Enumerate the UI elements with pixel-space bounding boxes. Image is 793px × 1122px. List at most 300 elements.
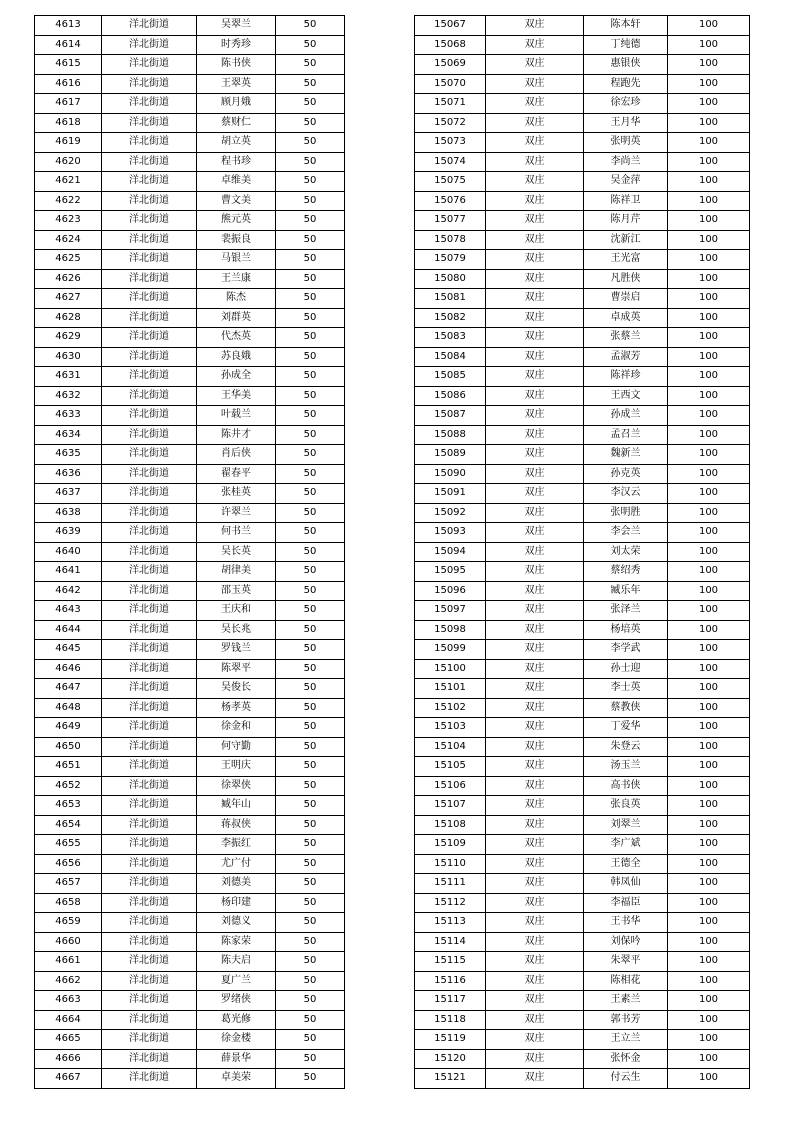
name-cell: 徐宏珍: [584, 94, 668, 114]
amount-cell: 100: [668, 757, 750, 777]
area-cell: 洋北街道: [102, 776, 197, 796]
area-cell: 双庄: [486, 1010, 584, 1030]
area-cell: 洋北街道: [102, 991, 197, 1011]
table-row: [35, 464, 345, 484]
table-row: [35, 133, 345, 153]
table-row: [415, 484, 750, 504]
area-cell: 双庄: [486, 581, 584, 601]
name-cell: 刘德义: [197, 913, 276, 933]
row-number-cell: 15089: [415, 445, 486, 465]
area-cell: 洋北街道: [102, 328, 197, 348]
area-cell: 双庄: [486, 757, 584, 777]
table-row: [35, 737, 345, 757]
table-row: [415, 659, 750, 679]
table-row: [35, 386, 345, 406]
area-cell: 洋北街道: [102, 718, 197, 738]
area-cell: 洋北街道: [102, 230, 197, 250]
row-number-cell: 15099: [415, 640, 486, 660]
name-cell: 李福臣: [584, 893, 668, 913]
amount-cell: 50: [276, 991, 345, 1011]
amount-cell: 50: [276, 932, 345, 952]
table-row: [415, 74, 750, 94]
table-row: [415, 289, 750, 309]
row-number-cell: 4651: [35, 757, 102, 777]
area-cell: 双庄: [486, 367, 584, 387]
table-row: [415, 776, 750, 796]
table-row: [35, 172, 345, 192]
area-cell: 双庄: [486, 971, 584, 991]
name-cell: 李会兰: [584, 523, 668, 543]
table-row: [35, 191, 345, 211]
table-row: [415, 406, 750, 426]
table-row: [35, 659, 345, 679]
amount-cell: 50: [276, 172, 345, 192]
table-row: [35, 406, 345, 426]
table-row: [35, 484, 345, 504]
name-cell: 吴俊长: [197, 679, 276, 699]
amount-cell: 50: [276, 191, 345, 211]
area-cell: 洋北街道: [102, 893, 197, 913]
table-row: [35, 523, 345, 543]
row-number-cell: 15079: [415, 250, 486, 270]
name-cell: 胡立英: [197, 133, 276, 153]
name-cell: 翟春平: [197, 464, 276, 484]
row-number-cell: 4657: [35, 874, 102, 894]
area-cell: 双庄: [486, 152, 584, 172]
area-cell: 洋北街道: [102, 308, 197, 328]
name-cell: 刘保吟: [584, 932, 668, 952]
amount-cell: 100: [668, 406, 750, 426]
area-cell: 洋北街道: [102, 835, 197, 855]
row-number-cell: 4640: [35, 542, 102, 562]
row-number-cell: 15111: [415, 874, 486, 894]
row-number-cell: 4662: [35, 971, 102, 991]
name-cell: 张良英: [584, 796, 668, 816]
name-cell: 凡胜侠: [584, 269, 668, 289]
table-row: [35, 1049, 345, 1069]
name-cell: 熊元英: [197, 211, 276, 231]
amount-cell: 50: [276, 133, 345, 153]
name-cell: 张桂英: [197, 484, 276, 504]
row-number-cell: 15082: [415, 308, 486, 328]
table-row: [35, 328, 345, 348]
row-number-cell: 4663: [35, 991, 102, 1011]
amount-cell: 50: [276, 737, 345, 757]
row-number-cell: 4622: [35, 191, 102, 211]
name-cell: 徐金楼: [197, 1030, 276, 1050]
name-cell: 汤玉兰: [584, 757, 668, 777]
area-cell: 双庄: [486, 35, 584, 55]
name-cell: 丁爱华: [584, 718, 668, 738]
amount-cell: 100: [668, 620, 750, 640]
row-number-cell: 15074: [415, 152, 486, 172]
amount-cell: 100: [668, 679, 750, 699]
area-cell: 洋北街道: [102, 737, 197, 757]
table-row: [35, 152, 345, 172]
name-cell: 王书华: [584, 913, 668, 933]
amount-cell: 50: [276, 445, 345, 465]
row-number-cell: 4627: [35, 289, 102, 309]
amount-cell: 100: [668, 211, 750, 231]
name-cell: 叶载兰: [197, 406, 276, 426]
row-number-cell: 4656: [35, 854, 102, 874]
amount-cell: 50: [276, 698, 345, 718]
row-number-cell: 15083: [415, 328, 486, 348]
amount-cell: 100: [668, 133, 750, 153]
area-cell: 双庄: [486, 328, 584, 348]
table-row: [415, 952, 750, 972]
name-cell: 丁纯德: [584, 35, 668, 55]
name-cell: 杨培英: [584, 620, 668, 640]
area-cell: 双庄: [486, 269, 584, 289]
table-row: [35, 893, 345, 913]
area-cell: 双庄: [486, 698, 584, 718]
table-row: [35, 913, 345, 933]
amount-cell: 100: [668, 484, 750, 504]
name-cell: 陈翠平: [197, 659, 276, 679]
row-number-cell: 15106: [415, 776, 486, 796]
row-number-cell: 4648: [35, 698, 102, 718]
amount-cell: 100: [668, 698, 750, 718]
table-row: [415, 620, 750, 640]
name-cell: 裴振良: [197, 230, 276, 250]
table-row: [35, 757, 345, 777]
area-cell: 洋北街道: [102, 1010, 197, 1030]
table-row: [415, 991, 750, 1011]
area-cell: 双庄: [486, 347, 584, 367]
table-row: [35, 503, 345, 523]
table-row: [35, 425, 345, 445]
table-row: [35, 874, 345, 894]
row-number-cell: 15084: [415, 347, 486, 367]
table-row: [35, 679, 345, 699]
name-cell: 王月华: [584, 113, 668, 133]
amount-cell: 100: [668, 35, 750, 55]
name-cell: 何书兰: [197, 523, 276, 543]
area-cell: 双庄: [486, 484, 584, 504]
name-cell: 葛光修: [197, 1010, 276, 1030]
row-number-cell: 4625: [35, 250, 102, 270]
area-cell: 双庄: [486, 1030, 584, 1050]
area-cell: 双庄: [486, 1069, 584, 1089]
amount-cell: 100: [668, 913, 750, 933]
name-cell: 李汉云: [584, 484, 668, 504]
row-number-cell: 4645: [35, 640, 102, 660]
row-number-cell: 15102: [415, 698, 486, 718]
table-row: [415, 328, 750, 348]
row-number-cell: 15113: [415, 913, 486, 933]
row-number-cell: 4615: [35, 55, 102, 75]
amount-cell: 100: [668, 1030, 750, 1050]
name-cell: 卓维美: [197, 172, 276, 192]
name-cell: 王西文: [584, 386, 668, 406]
name-cell: 臧乐年: [584, 581, 668, 601]
name-cell: 刘群英: [197, 308, 276, 328]
row-number-cell: 15090: [415, 464, 486, 484]
table-row: [35, 620, 345, 640]
table-row: [35, 698, 345, 718]
row-number-cell: 15107: [415, 796, 486, 816]
amount-cell: 100: [668, 952, 750, 972]
row-number-cell: 4652: [35, 776, 102, 796]
table-row: [35, 971, 345, 991]
row-number-cell: 4613: [35, 16, 102, 36]
row-number-cell: 15077: [415, 211, 486, 231]
name-cell: 孙成兰: [584, 406, 668, 426]
area-cell: 洋北街道: [102, 1030, 197, 1050]
name-cell: 臧年山: [197, 796, 276, 816]
row-number-cell: 4616: [35, 74, 102, 94]
row-number-cell: 15072: [415, 113, 486, 133]
area-cell: 双庄: [486, 913, 584, 933]
row-number-cell: 15075: [415, 172, 486, 192]
row-number-cell: 4658: [35, 893, 102, 913]
name-cell: 卓成英: [584, 308, 668, 328]
amount-cell: 50: [276, 230, 345, 250]
table-row: [415, 542, 750, 562]
row-number-cell: 4614: [35, 35, 102, 55]
row-number-cell: 4641: [35, 562, 102, 582]
row-number-cell: 4666: [35, 1049, 102, 1069]
table-row: [35, 1010, 345, 1030]
area-cell: 洋北街道: [102, 250, 197, 270]
name-cell: 张蔡兰: [584, 328, 668, 348]
amount-cell: 50: [276, 893, 345, 913]
amount-cell: 50: [276, 484, 345, 504]
table-row: [415, 796, 750, 816]
area-cell: 洋北街道: [102, 113, 197, 133]
amount-cell: 50: [276, 562, 345, 582]
table-row: [35, 94, 345, 114]
amount-cell: 100: [668, 776, 750, 796]
amount-cell: 100: [668, 308, 750, 328]
row-number-cell: 4617: [35, 94, 102, 114]
amount-cell: 50: [276, 74, 345, 94]
table-row: [415, 152, 750, 172]
row-number-cell: 4653: [35, 796, 102, 816]
name-cell: 杨印建: [197, 893, 276, 913]
name-cell: 张明胜: [584, 503, 668, 523]
amount-cell: 50: [276, 16, 345, 36]
row-number-cell: 15078: [415, 230, 486, 250]
area-cell: 洋北街道: [102, 874, 197, 894]
amount-cell: 100: [668, 815, 750, 835]
row-number-cell: 4649: [35, 718, 102, 738]
row-number-cell: 15098: [415, 620, 486, 640]
table-row: [35, 991, 345, 1011]
name-cell: 陈夫启: [197, 952, 276, 972]
table-row: [415, 581, 750, 601]
area-cell: 双庄: [486, 308, 584, 328]
name-cell: 卓美荣: [197, 1069, 276, 1089]
amount-cell: 50: [276, 776, 345, 796]
row-number-cell: 15100: [415, 659, 486, 679]
area-cell: 洋北街道: [102, 269, 197, 289]
table-row: [415, 718, 750, 738]
name-cell: 王庆和: [197, 601, 276, 621]
name-cell: 李振红: [197, 835, 276, 855]
amount-cell: 50: [276, 913, 345, 933]
name-cell: 陈相花: [584, 971, 668, 991]
amount-cell: 100: [668, 16, 750, 36]
area-cell: 洋北街道: [102, 152, 197, 172]
amount-cell: 100: [668, 289, 750, 309]
amount-cell: 100: [668, 464, 750, 484]
table-row: [415, 269, 750, 289]
amount-cell: 50: [276, 815, 345, 835]
name-cell: 许翠兰: [197, 503, 276, 523]
left-table: [34, 15, 345, 1089]
area-cell: 洋北街道: [102, 659, 197, 679]
area-cell: 洋北街道: [102, 523, 197, 543]
name-cell: 陈月芹: [584, 211, 668, 231]
amount-cell: 50: [276, 1010, 345, 1030]
area-cell: 双庄: [486, 172, 584, 192]
name-cell: 孟淑芳: [584, 347, 668, 367]
area-cell: 洋北街道: [102, 952, 197, 972]
amount-cell: 100: [668, 562, 750, 582]
area-cell: 洋北街道: [102, 16, 197, 36]
row-number-cell: 15092: [415, 503, 486, 523]
row-number-cell: 15109: [415, 835, 486, 855]
row-number-cell: 15097: [415, 601, 486, 621]
name-cell: 吴长兆: [197, 620, 276, 640]
amount-cell: 50: [276, 406, 345, 426]
area-cell: 双庄: [486, 55, 584, 75]
area-cell: 洋北街道: [102, 464, 197, 484]
area-cell: 洋北街道: [102, 386, 197, 406]
row-number-cell: 15121: [415, 1069, 486, 1089]
amount-cell: 100: [668, 601, 750, 621]
amount-cell: 100: [668, 230, 750, 250]
name-cell: 何守勤: [197, 737, 276, 757]
area-cell: 洋北街道: [102, 562, 197, 582]
name-cell: 陈井才: [197, 425, 276, 445]
name-cell: 吴翠兰: [197, 16, 276, 36]
name-cell: 胡律美: [197, 562, 276, 582]
amount-cell: 100: [668, 542, 750, 562]
area-cell: 洋北街道: [102, 679, 197, 699]
area-cell: 双庄: [486, 16, 584, 36]
area-cell: 双庄: [486, 1049, 584, 1069]
table-row: [415, 1030, 750, 1050]
right-table-body: [415, 16, 750, 1089]
table-row: [415, 113, 750, 133]
table-row: [35, 1069, 345, 1089]
area-cell: 双庄: [486, 776, 584, 796]
area-cell: 双庄: [486, 991, 584, 1011]
table-row: [415, 308, 750, 328]
table-row: [415, 1069, 750, 1089]
name-cell: 李广斌: [584, 835, 668, 855]
row-number-cell: 4661: [35, 952, 102, 972]
area-cell: 双庄: [486, 211, 584, 231]
row-number-cell: 4655: [35, 835, 102, 855]
amount-cell: 50: [276, 308, 345, 328]
amount-cell: 50: [276, 289, 345, 309]
area-cell: 洋北街道: [102, 601, 197, 621]
area-cell: 双庄: [486, 250, 584, 270]
table-row: [35, 55, 345, 75]
row-number-cell: 4630: [35, 347, 102, 367]
area-cell: 洋北街道: [102, 640, 197, 660]
table-row: [35, 113, 345, 133]
row-number-cell: 15076: [415, 191, 486, 211]
name-cell: 徐翠侠: [197, 776, 276, 796]
amount-cell: 100: [668, 581, 750, 601]
area-cell: 洋北街道: [102, 581, 197, 601]
area-cell: 双庄: [486, 854, 584, 874]
area-cell: 双庄: [486, 562, 584, 582]
table-row: [415, 1010, 750, 1030]
table-row: [35, 308, 345, 328]
area-cell: 洋北街道: [102, 484, 197, 504]
row-number-cell: 15093: [415, 523, 486, 543]
amount-cell: 50: [276, 581, 345, 601]
table-row: [35, 211, 345, 231]
amount-cell: 50: [276, 542, 345, 562]
row-number-cell: 4637: [35, 484, 102, 504]
name-cell: 代杰英: [197, 328, 276, 348]
row-number-cell: 15103: [415, 718, 486, 738]
table-row: [415, 172, 750, 192]
name-cell: 陈祥珍: [584, 367, 668, 387]
table-row: [415, 737, 750, 757]
amount-cell: 100: [668, 250, 750, 270]
name-cell: 蔡绍秀: [584, 562, 668, 582]
amount-cell: 100: [668, 152, 750, 172]
area-cell: 双庄: [486, 659, 584, 679]
amount-cell: 50: [276, 94, 345, 114]
table-row: [35, 932, 345, 952]
area-cell: 双庄: [486, 718, 584, 738]
table-row: [415, 35, 750, 55]
area-cell: 洋北街道: [102, 74, 197, 94]
row-number-cell: 15110: [415, 854, 486, 874]
name-cell: 李士英: [584, 679, 668, 699]
row-number-cell: 15116: [415, 971, 486, 991]
area-cell: 洋北街道: [102, 757, 197, 777]
amount-cell: 100: [668, 932, 750, 952]
name-cell: 薛景华: [197, 1049, 276, 1069]
amount-cell: 50: [276, 464, 345, 484]
amount-cell: 100: [668, 367, 750, 387]
amount-cell: 50: [276, 952, 345, 972]
name-cell: 付云生: [584, 1069, 668, 1089]
area-cell: 洋北街道: [102, 1069, 197, 1089]
table-row: [35, 776, 345, 796]
table-row: [35, 640, 345, 660]
amount-cell: 50: [276, 250, 345, 270]
table-row: [415, 133, 750, 153]
amount-cell: 100: [668, 503, 750, 523]
area-cell: 洋北街道: [102, 971, 197, 991]
table-row: [415, 815, 750, 835]
area-cell: 洋北街道: [102, 211, 197, 231]
area-cell: 洋北街道: [102, 503, 197, 523]
area-cell: 洋北街道: [102, 347, 197, 367]
row-number-cell: 15104: [415, 737, 486, 757]
table-row: [415, 971, 750, 991]
amount-cell: 100: [668, 1069, 750, 1089]
amount-cell: 100: [668, 737, 750, 757]
area-cell: 洋北街道: [102, 1049, 197, 1069]
row-number-cell: 4667: [35, 1069, 102, 1089]
row-number-cell: 4644: [35, 620, 102, 640]
amount-cell: 50: [276, 659, 345, 679]
row-number-cell: 15073: [415, 133, 486, 153]
name-cell: 苏良娥: [197, 347, 276, 367]
